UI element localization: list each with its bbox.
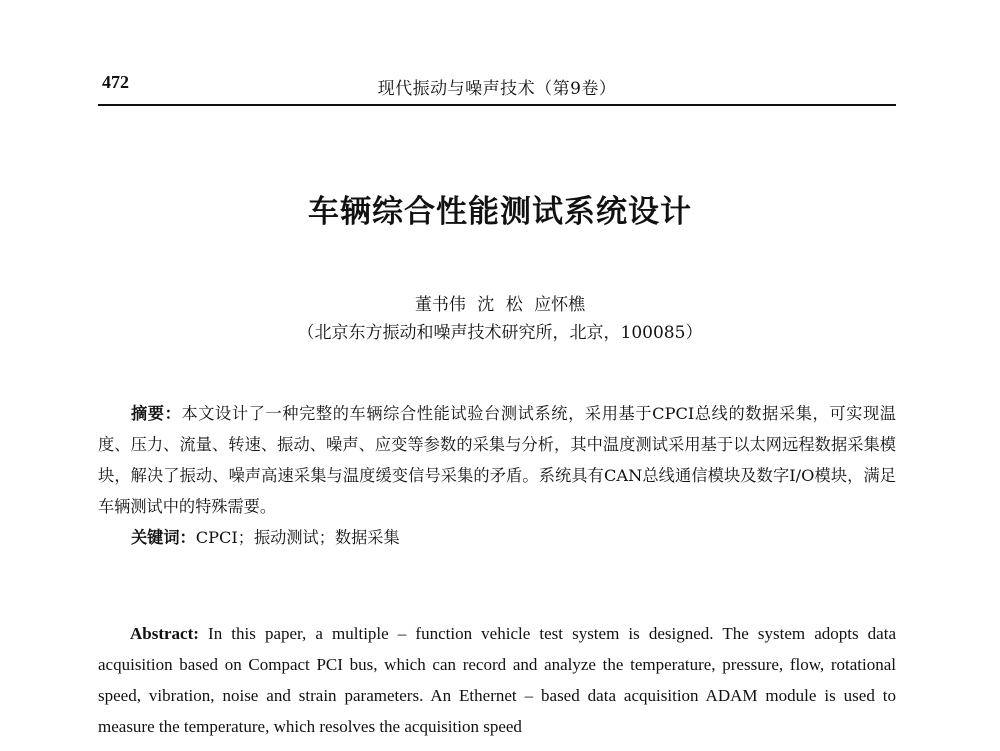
abstract-chinese <box>98 398 896 522</box>
abstract-english-label: Abstract: <box>130 624 199 643</box>
affiliation: （北京东方振动和噪声技术研究所，北京，100085） <box>297 323 703 343</box>
page-header <box>98 72 896 108</box>
paper-title: 车辆综合性能测试系统设计 <box>308 194 692 230</box>
running-title: 现代振动与噪声技术（第9卷） <box>377 79 617 99</box>
page-number: 472 <box>102 72 129 92</box>
abstract-chinese-text: 本文设计了一种完整的车辆综合性能试验台测试系统，采用基于CPCI总线的数据采集，可实现温度、压力、流量、转速、振动、噪声、应变等参数的采集与分析，其中温度测试采用基于以太网远程数据采集模块，解决了振动、噪声高速采集与温度缓变信号采集的矛盾。系统具有CAN总线通信模块及数字I/O模块，满足车辆测试中的特殊需要。 <box>98 404 896 516</box>
keywords-text: CPCI；振动测试；数据采集 <box>195 528 400 547</box>
abstract-chinese-label: 摘要： <box>131 404 182 423</box>
abstract-english-text: In this paper, a multiple – function vehicle test system is designed. The system adopts data acquisition based on Compact PCI bus, which can record and analyze the temperature, pressure, flow, rotational speed, vibration, noise and strain parameters. An Ethernet – based data acquisition ADAM module is used to measure the temperature, which resolves the acquisition speed <box>98 624 896 736</box>
authors: 董书伟 沈 松 应怀樵 <box>414 295 586 315</box>
keywords-label: 关键词： <box>131 528 196 547</box>
header-rule <box>98 104 896 106</box>
abstract-english <box>98 618 896 742</box>
keywords <box>131 522 896 553</box>
